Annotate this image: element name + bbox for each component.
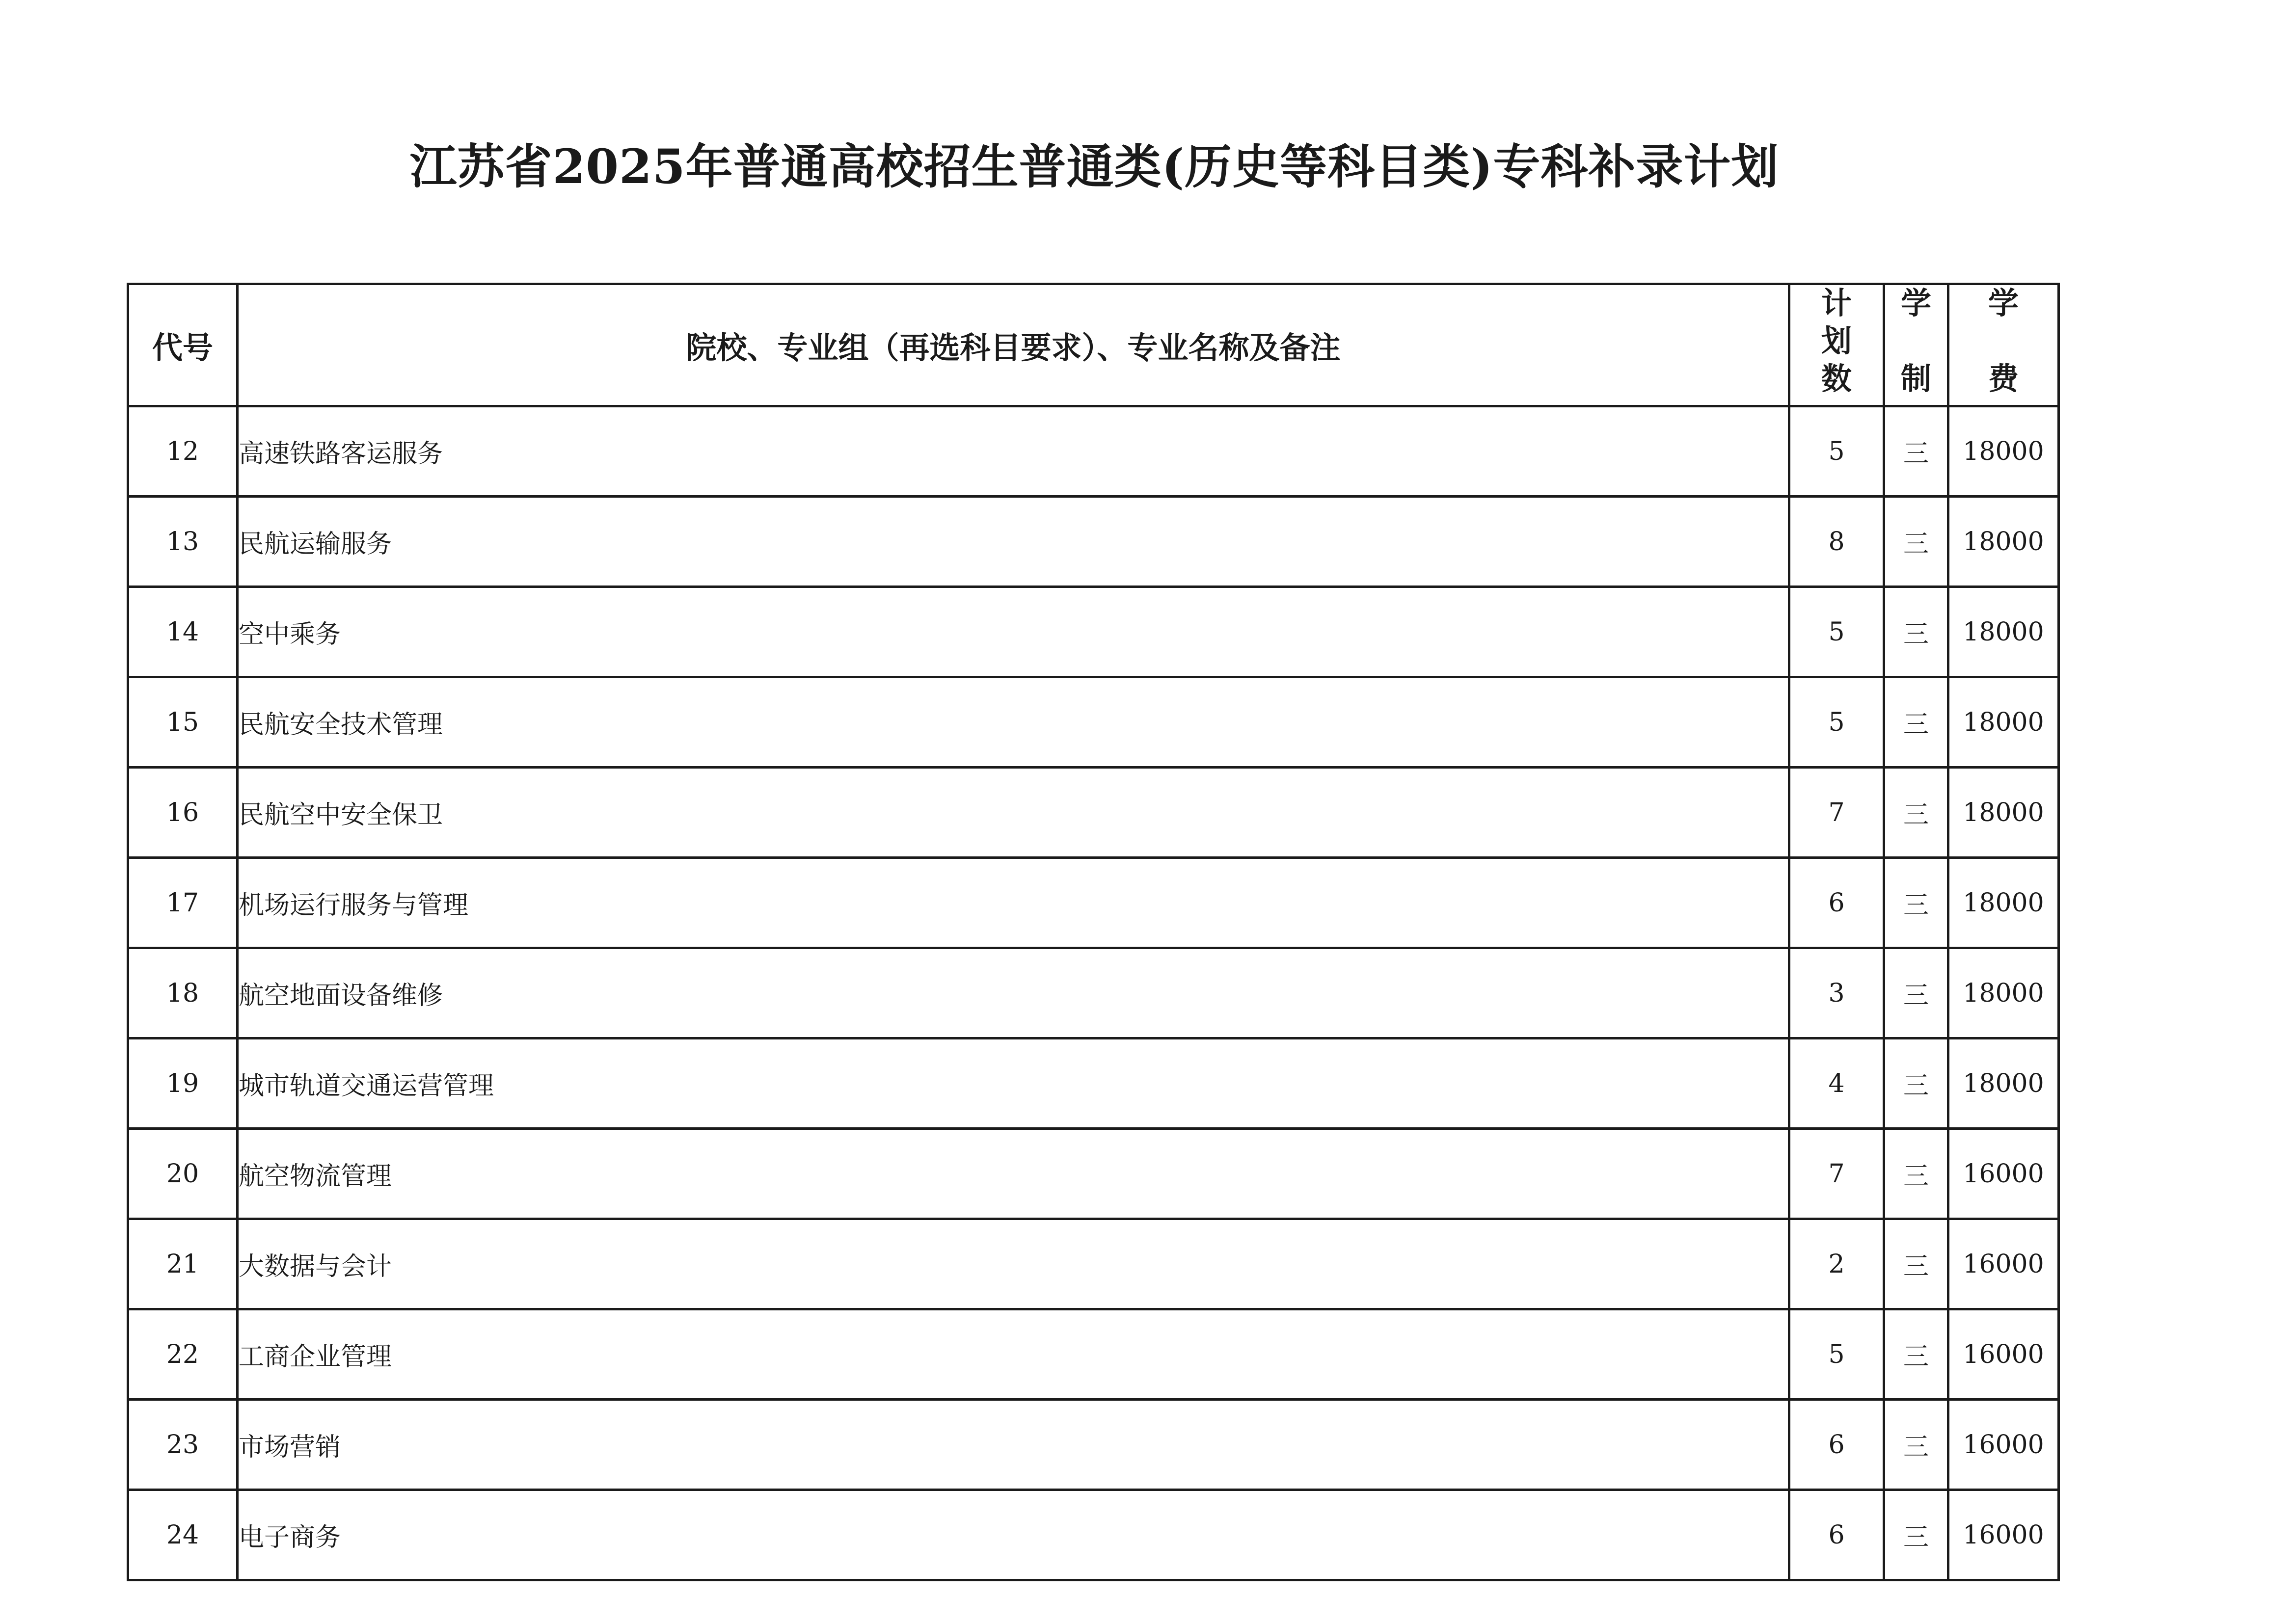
row-fee: 18000 bbox=[1948, 587, 2059, 677]
row-code: 23 bbox=[128, 1400, 238, 1490]
row-years: 三 bbox=[1884, 1129, 1948, 1219]
row-name: 机场运行服务与管理 bbox=[238, 858, 1789, 948]
row-fee: 16000 bbox=[1948, 1129, 2059, 1219]
table-row bbox=[128, 1400, 2059, 1490]
row-count: 5 bbox=[1789, 677, 1884, 768]
row-fee: 18000 bbox=[1948, 768, 2059, 858]
row-years: 三 bbox=[1884, 1038, 1948, 1129]
row-code: 20 bbox=[128, 1129, 238, 1219]
row-years: 三 bbox=[1884, 587, 1948, 677]
row-years: 三 bbox=[1884, 406, 1948, 497]
row-code: 24 bbox=[128, 1490, 238, 1580]
row-code: 12 bbox=[128, 406, 238, 497]
row-name: 航空地面设备维修 bbox=[238, 948, 1789, 1038]
table-row bbox=[128, 1129, 2059, 1219]
row-fee: 16000 bbox=[1948, 1219, 2059, 1309]
row-code: 14 bbox=[128, 587, 238, 677]
row-count: 6 bbox=[1789, 1490, 1884, 1580]
row-fee: 16000 bbox=[1948, 1309, 2059, 1400]
row-count: 2 bbox=[1789, 1219, 1884, 1309]
row-years: 三 bbox=[1884, 948, 1948, 1038]
enrollment-plan-table bbox=[127, 283, 2060, 1581]
row-name: 城市轨道交通运营管理 bbox=[238, 1038, 1789, 1129]
row-name: 民航空中安全保卫 bbox=[238, 768, 1789, 858]
row-code: 13 bbox=[128, 497, 238, 587]
row-count: 6 bbox=[1789, 858, 1884, 948]
table-row bbox=[128, 858, 2059, 948]
row-count: 8 bbox=[1789, 497, 1884, 587]
table-row bbox=[128, 587, 2059, 677]
row-code: 16 bbox=[128, 768, 238, 858]
header-count-char-1: 计 bbox=[1821, 285, 1852, 321]
row-fee: 16000 bbox=[1948, 1400, 2059, 1490]
table-row bbox=[128, 1490, 2059, 1580]
table-row bbox=[128, 768, 2059, 858]
table-row bbox=[128, 1038, 2059, 1129]
row-name: 民航运输服务 bbox=[238, 497, 1789, 587]
header-fee bbox=[1948, 284, 2059, 406]
row-name: 航空物流管理 bbox=[238, 1129, 1789, 1219]
row-years: 三 bbox=[1884, 1309, 1948, 1400]
row-years: 三 bbox=[1884, 768, 1948, 858]
table-row bbox=[128, 1309, 2059, 1400]
row-count: 5 bbox=[1789, 587, 1884, 677]
table-row bbox=[128, 677, 2059, 768]
row-name: 高速铁路客运服务 bbox=[238, 406, 1789, 497]
row-fee: 18000 bbox=[1948, 1038, 2059, 1129]
header-count-char-3: 数 bbox=[1821, 361, 1852, 397]
row-years: 三 bbox=[1884, 1400, 1948, 1490]
table-row bbox=[128, 497, 2059, 587]
row-code: 15 bbox=[128, 677, 238, 768]
header-count bbox=[1789, 284, 1884, 406]
header-years-char-1: 学 bbox=[1900, 285, 1931, 321]
row-fee: 18000 bbox=[1948, 406, 2059, 497]
row-fee: 18000 bbox=[1948, 858, 2059, 948]
row-years: 三 bbox=[1884, 497, 1948, 587]
row-count: 5 bbox=[1789, 406, 1884, 497]
row-name: 市场营销 bbox=[238, 1400, 1789, 1490]
page-title: 江苏省2025年普通高校招生普通类(历史等科目类)专科补录计划 bbox=[409, 139, 1779, 194]
header-count-char-2: 划 bbox=[1821, 323, 1852, 359]
row-name: 大数据与会计 bbox=[238, 1219, 1789, 1309]
header-fee-char-1: 学 bbox=[1988, 285, 2019, 321]
row-count: 7 bbox=[1789, 1129, 1884, 1219]
table-row bbox=[128, 948, 2059, 1038]
row-name: 空中乘务 bbox=[238, 587, 1789, 677]
row-name: 民航安全技术管理 bbox=[238, 677, 1789, 768]
row-count: 6 bbox=[1789, 1400, 1884, 1490]
row-name: 电子商务 bbox=[238, 1490, 1789, 1580]
row-count: 7 bbox=[1789, 768, 1884, 858]
row-code: 17 bbox=[128, 858, 238, 948]
header-years bbox=[1884, 284, 1948, 406]
row-code: 21 bbox=[128, 1219, 238, 1309]
header-name: 院校、专业组（再选科目要求）、专业名称及备注 bbox=[238, 284, 1789, 406]
row-fee: 18000 bbox=[1948, 677, 2059, 768]
row-fee: 18000 bbox=[1948, 497, 2059, 587]
table-header-row bbox=[128, 284, 2059, 406]
row-years: 三 bbox=[1884, 1219, 1948, 1309]
row-code: 19 bbox=[128, 1038, 238, 1129]
row-years: 三 bbox=[1884, 858, 1948, 948]
row-code: 18 bbox=[128, 948, 238, 1038]
header-code: 代号 bbox=[128, 284, 238, 406]
row-years: 三 bbox=[1884, 1490, 1948, 1580]
row-count: 3 bbox=[1789, 948, 1884, 1038]
row-name: 工商企业管理 bbox=[238, 1309, 1789, 1400]
row-count: 5 bbox=[1789, 1309, 1884, 1400]
table-row bbox=[128, 406, 2059, 497]
row-fee: 18000 bbox=[1948, 948, 2059, 1038]
row-count: 4 bbox=[1789, 1038, 1884, 1129]
header-fee-char-2: 费 bbox=[1988, 361, 2019, 397]
table-row bbox=[128, 1219, 2059, 1309]
row-fee: 16000 bbox=[1948, 1490, 2059, 1580]
row-years: 三 bbox=[1884, 677, 1948, 768]
row-code: 22 bbox=[128, 1309, 238, 1400]
header-years-char-2: 制 bbox=[1900, 361, 1931, 397]
